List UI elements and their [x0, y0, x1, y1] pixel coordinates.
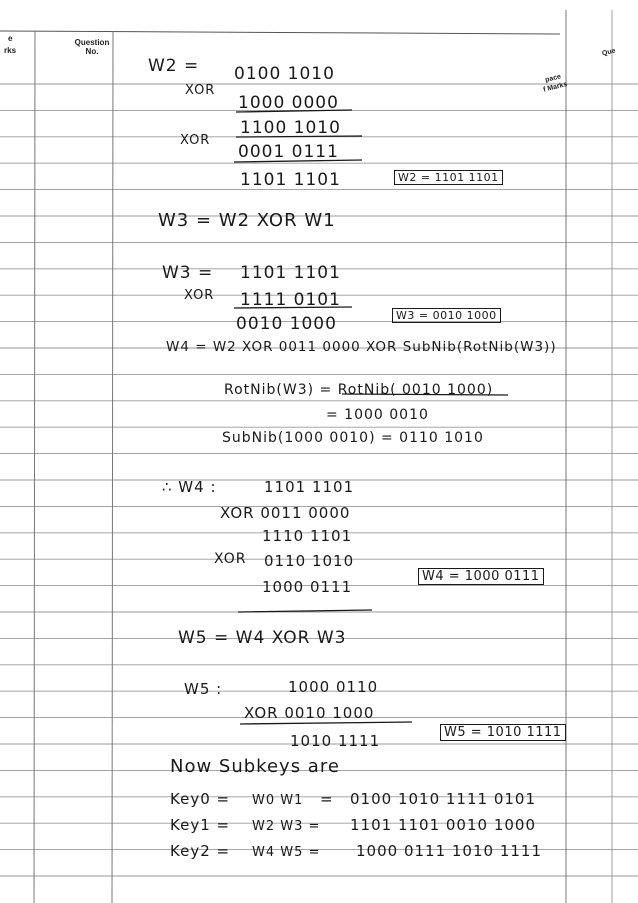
rotnib-line: RotNib(W3) = RotNib( 0010 1000): [224, 382, 494, 398]
result-2: 1101 1101: [240, 170, 341, 190]
w3-result: 0010 1000: [236, 314, 337, 334]
question-no-header: Question No.: [74, 38, 110, 56]
w5-result-box: W5 = 1010 1111: [440, 724, 566, 741]
key2-words: W4 W5 =: [252, 845, 321, 860]
left-marks-header: rks: [4, 46, 17, 55]
w3-operand-b: 1111 0101: [240, 290, 341, 310]
const-2: 0001 0111: [238, 142, 339, 162]
margin-line-left: [34, 31, 35, 903]
key2-value: 1000 0111 1010 1111: [356, 842, 542, 860]
subnib-line: SubNib(1000 0010) = 0110 1010: [222, 430, 484, 446]
w4-result-box: W4 = 1000 0111: [418, 568, 544, 585]
key0-value: 0100 1010 1111 0101: [350, 790, 536, 808]
w5-definition: W5 = W4 XOR W3: [178, 628, 347, 648]
w2-result-box: W2 = 1101 1101: [394, 170, 503, 185]
w4-definition: W4 = W2 XOR 0011 0000 XOR SubNib(RotNib(W3)): [166, 339, 557, 355]
margin-line-question: [112, 31, 113, 903]
key0-label: Key0 =: [170, 790, 231, 808]
w4-label: ∴ W4 :: [162, 478, 217, 496]
xor-line-6: XOR 0010 1000: [244, 704, 375, 722]
w2-value: 0100 1010: [234, 64, 335, 84]
xor-label-3: XOR: [184, 288, 215, 303]
w4-result: 1000 0111: [262, 578, 353, 596]
subkeys-heading: Now Subkeys are: [170, 756, 340, 777]
w3-operand-a: 1101 1101: [240, 263, 341, 283]
left-marks-header-top: e: [8, 34, 13, 43]
w3-result-box: W3 = 0010 1000: [392, 308, 501, 323]
w3-definition: W3 = W2 XOR W1: [158, 210, 336, 231]
result-1: 1100 1010: [240, 118, 341, 138]
key1-label: Key1 =: [170, 816, 231, 834]
w5-result: 1010 1111: [290, 732, 381, 750]
xor-label-5: XOR: [214, 551, 247, 567]
w5-operand-a: 1000 0110: [288, 678, 379, 696]
right-question-header: Que: [601, 47, 617, 58]
key0-words: W0 W1: [252, 793, 304, 808]
key0-equals: =: [320, 790, 334, 808]
underline-stroke: [240, 722, 412, 724]
header-line: [0, 31, 560, 34]
space-marks-header: pace f Marks: [542, 73, 569, 94]
xor-line-4: XOR 0011 0000: [220, 504, 351, 522]
w5-label: W5 :: [184, 680, 223, 698]
key1-value: 1101 1101 0010 1000: [350, 816, 536, 834]
w4-intermediate: 1110 1101: [262, 527, 353, 545]
w3-label: W3 =: [162, 263, 214, 283]
w4-operand-a: 1101 1101: [264, 478, 355, 496]
key2-label: Key2 =: [170, 842, 231, 860]
round-const-1: 1000 0000: [238, 93, 339, 113]
w4-operand-b: 0110 1010: [264, 552, 355, 570]
key1-words: W2 W3 =: [252, 819, 321, 834]
w2-label: W2 =: [148, 56, 200, 76]
rotnib-result: = 1000 0010: [326, 407, 429, 423]
xor-label-2: XOR: [180, 133, 211, 148]
xor-label-1: XOR: [185, 83, 216, 98]
